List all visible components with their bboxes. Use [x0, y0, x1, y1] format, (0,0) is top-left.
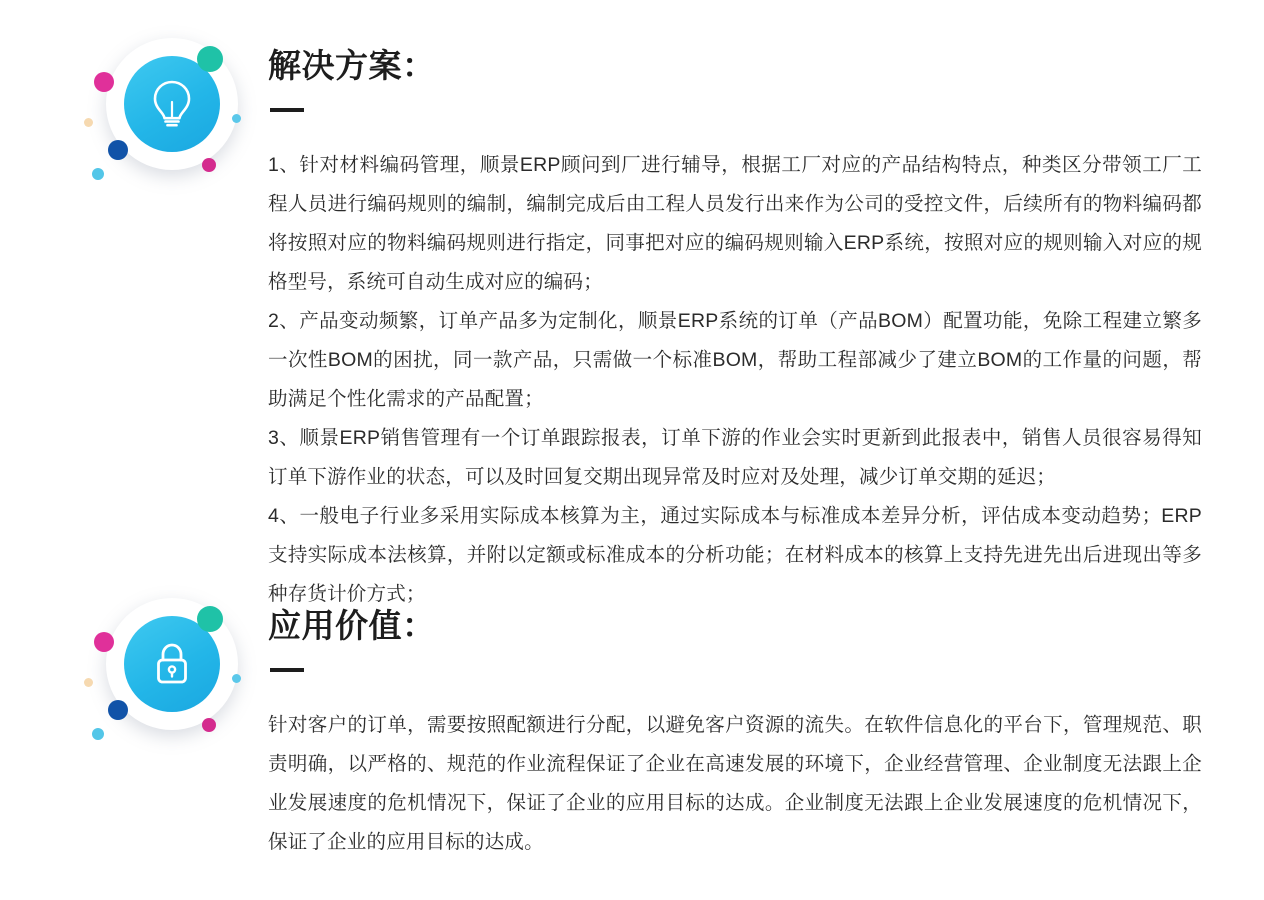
solution-paragraph-4: 4、一般电子行业多采用实际成本核算为主，通过实际成本与标准成本差异分析，评估成本变动趋势；ERP支持实际成本法核算，并附以定额或标准成本的分析功能；在材料成本的核算上支持先进先出后进现出等多种存货计价方式； [268, 504, 1202, 605]
value-title-rule [270, 668, 304, 672]
solution-title: 解决方案： [268, 47, 436, 84]
solution-paragraph-2: 2、产品变动频繁，订单产品多为定制化，顺景ERP系统的订单（产品BOM）配置功能，免除工程建立繁多一次性BOM的困扰，同一款产品，只需做一个标准BOM，帮助工程部减少了建立BOM的工作量的问题，帮助满足个性化需求的产品配置； [268, 309, 1202, 410]
solution-paragraph-3: 3、顺景ERP销售管理有一个订单跟踪报表，订单下游的作业会实时更新到此报表中，销售人员很容易得知订单下游作业的状态，可以及时回复交期出现异常及时应对及处理，减少订单交期的延迟； [268, 426, 1202, 488]
section-value [0, 570, 1264, 862]
solution-paragraph-1: 1、针对材料编码管理，顺景ERP顾问到厂进行辅导，根据工厂对应的产品结构特点，种类区分带领工厂工程人员进行编码规则的编制，编制完成后由工程人员发行出来作为公司的受控文件，后续所有的物料编码都将按照对应的物料编码规则进行指定，同事把对应的编码规则输入ERP系统，按照对应的规则输入对应的规格型号，系统可自动生成对应的编码； [268, 153, 1202, 293]
value-body [268, 706, 1202, 862]
solution-body [268, 146, 1202, 614]
value-title: 应用价值： [268, 607, 436, 644]
solution-title-rule [270, 108, 304, 112]
value-paragraph-1: 针对客户的订单，需要按照配额进行分配，以避免客户资源的流失。在软件信息化的平台下，管理规范、职责明确，以严格的、规范的作业流程保证了企业在高速发展的环境下，企业经营管理、企业制度无法跟上企业发展速度的危机情况下，保证了企业的应用目标的达成。企业制度无法跟上企业发展速度的危机情况下，保证了企业的应用目标的达成。 [268, 713, 1202, 853]
section-solution [0, 10, 1264, 614]
